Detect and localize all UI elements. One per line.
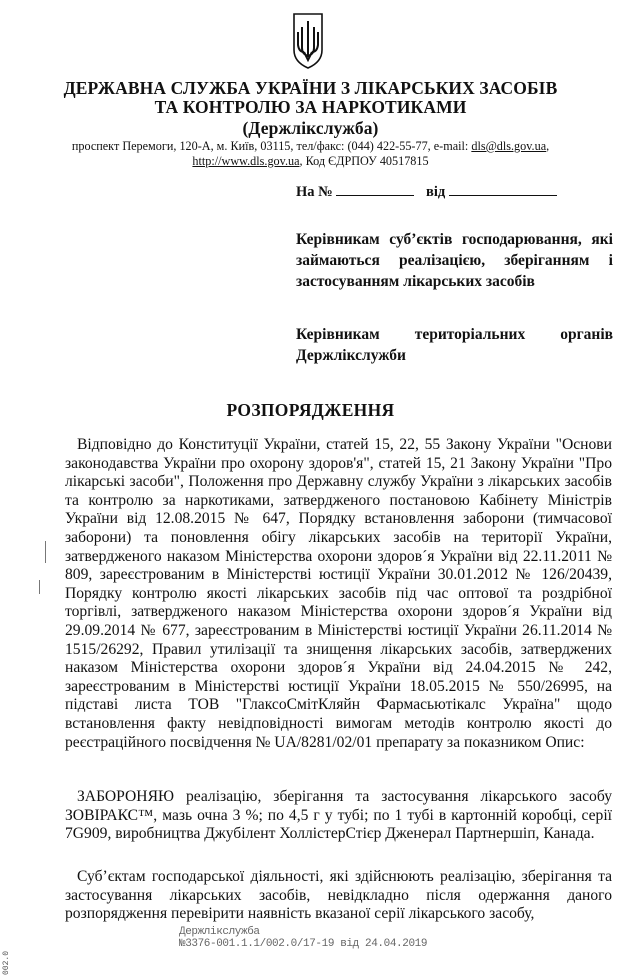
reference-number-label: На № (296, 184, 333, 200)
reference-date-blank (449, 183, 557, 196)
website-line (0, 154, 621, 169)
recipient-business-entities: Керівникам суб’єктів господарювання, які займаються реалізацією, зберіганням і застосуванням лікарських засобів (296, 231, 613, 290)
email-link[interactable]: dls@dls.gov.ua (471, 139, 547, 153)
registration-stamp (179, 926, 427, 950)
reference-date-label: від (425, 184, 446, 200)
stamp-agency: Держлікслужба (179, 926, 260, 938)
paragraph-instructions: Суб’єктам господарської діяльності, які здійснюють реалізацію, зберігання та застосування лікарських засобів, невідкладно після одержання даного розпорядження перевірити наявність вказаної серії лікарського засобу, (65, 868, 612, 923)
recipient-territorial-bodies: Керівникам територіальних органів Держлікслужби (296, 326, 613, 364)
scan-mark (39, 580, 40, 594)
org-short-name: (Держлікслужба) (242, 118, 379, 138)
org-name-line-1: ДЕРЖАВНА СЛУЖБА УКРАЇНИ З ЛІКАРСЬКИХ ЗАСОБІВ (63, 78, 558, 98)
address-text: проспект Перемоги, 120-А, м. Київ, 03115, тел/факс: (044) 422-55-77, e-mail: (71, 139, 472, 153)
paragraph-legal-basis: Відповідно до Конституції України, статей 15, 22, 55 Закону України "Основи законодавства України про охорону здоров'я", статей 15, 21 Закону України "Про лікарські засоби", Положення про Державну службу України з лікарських засобів та контролю за наркотиками, затвердженого постановою Кабінету Міністрів України від 12.08.2015 № 647, Порядку встановлення заборони (тимчасової заборони) та поновлення обігу лікарських засобів на території України, затвердженого наказом Міністерства охорони здоров´я України від 22.11.2011 № 809, зареєстрованим в Міністерстві юстиції України 30.01.2012 № 126/20439, Порядку контролю якості лікарських засобів під час оптової та роздрібної торгівлі, затвердженого наказом Міністерства охорони здоров´я України від 29.09.2014 № 677, зареєстрованим в Міністерстві юстиції України 26.11.2014 № 1515/26292, Правил утилізації та знищення лікарських засобів, затверджених наказом Міністерства охорони здоров´я України від 24.04.2015 № 242, зареєстрованим в Міністерстві юстиції України 18.05.2015 № 550/26995, на підставі листа ТОВ "ГлаксоСмітКляйн Фармасьютікалс Україна" щодо встановлення факту невідповідності вимогам методів контролю якості до реєстраційного посвідчення № UA/8281/02/01 препарату за показником Опис: (65, 436, 612, 751)
org-name-line-2: ТА КОНТРОЛЮ ЗА НАРКОТИКАМИ (154, 97, 467, 117)
paragraph-prohibition: ЗАБОРОНЯЮ реалізацію, зберігання та застосування лікарського засобу ЗОВІРАКС™, мазь очна 3 %; по 4,5 г у тубі; по 1 тубі в картонній коробці, серії 7G909, виробництва Джубілент ХоллістерСтієр Дженерал Партнершіп, Канада. (65, 788, 612, 843)
website-link[interactable]: http://www.dls.gov.ua (192, 154, 300, 168)
address-comma: , (546, 139, 550, 153)
stamp-registration-number: №3376-001.1.1/002.0/17-19 від 24.04.2019 (179, 938, 428, 950)
reference-line (296, 183, 557, 201)
address-line (0, 139, 621, 154)
scan-mark (45, 541, 46, 563)
document-title: РОЗПОРЯДЖЕННЯ (226, 400, 395, 420)
edrpou-code: , Код ЄДРПОУ 40517815 (299, 154, 429, 168)
side-print: 002.0 (2, 950, 11, 975)
reference-number-blank (336, 183, 414, 196)
coat-of-arms-emblem (291, 12, 325, 70)
